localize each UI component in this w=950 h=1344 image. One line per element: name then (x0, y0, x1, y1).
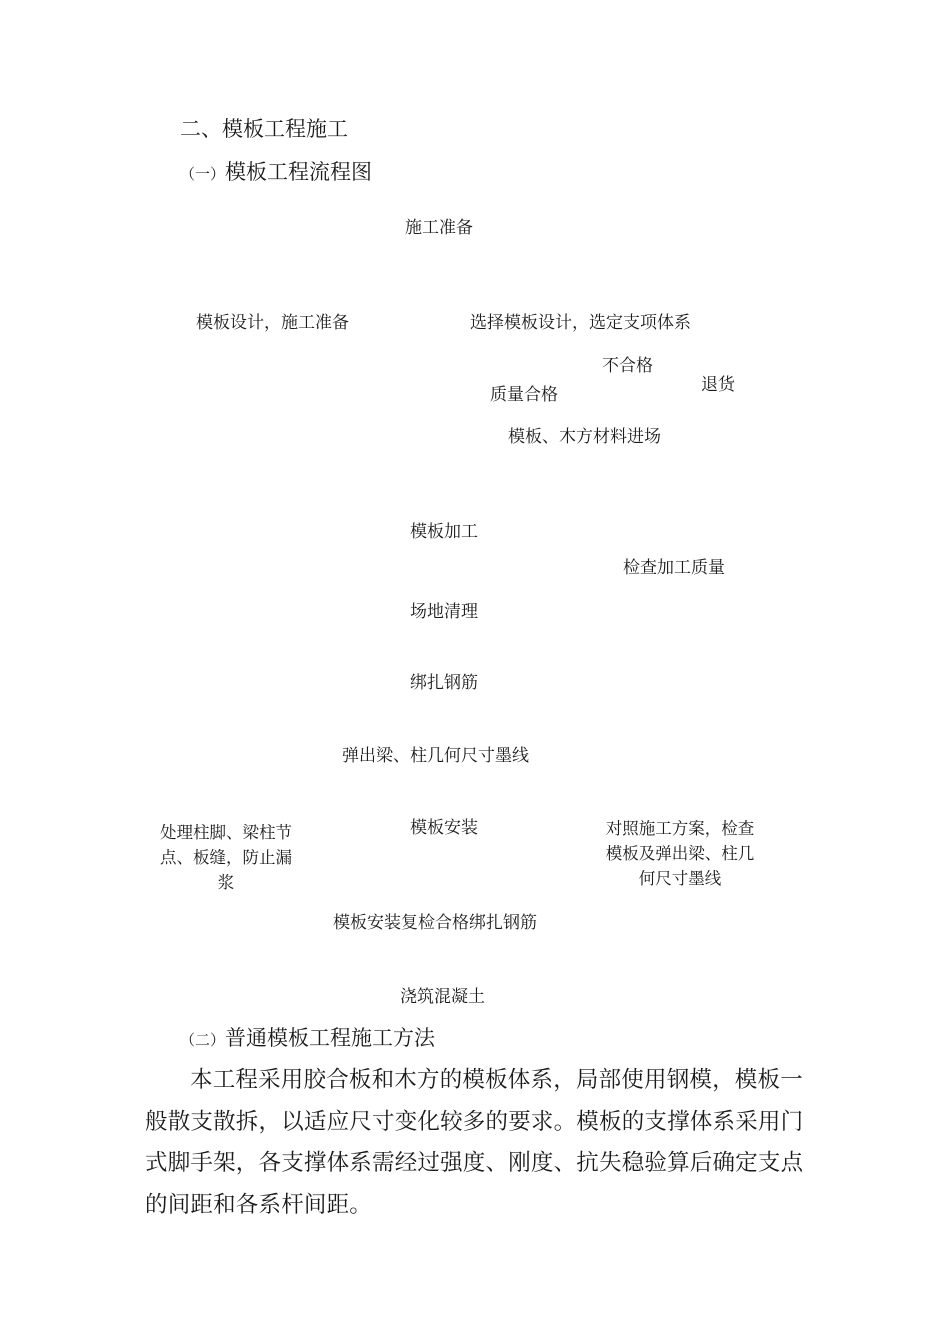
subsection-2-number: （二） (180, 1031, 226, 1049)
flow-node-pouring: 浇筑混凝土 (400, 987, 485, 1007)
body-paragraph: 本工程采用胶合板和木方的模板体系，局部使用钢模，模板一般散支散拆，以适应尺寸变化较多的要求。模板的支撑体系采用门式脚手架，各支撑体系需经过强度、刚度、抗失稳验算后确定支点的间距和各系杆间距。 (145, 1067, 804, 1218)
flow-label-qualified: 质量合格 (490, 385, 558, 405)
flow-label-return: 退货 (701, 375, 735, 395)
subsection-1-number: （一） (180, 165, 226, 183)
subsection-2-heading (180, 1022, 435, 1052)
flow-note-left: 处理柱脚、梁柱节点、板缝，防止漏浆 (160, 823, 292, 892)
subsection-1-heading (180, 156, 372, 186)
flow-node-site-clearing: 场地清理 (410, 602, 478, 622)
flow-label-unqualified: 不合格 (602, 356, 653, 376)
flow-node-materials: 模板、木方材料进场 (508, 427, 661, 447)
section-title: 二、模板工程施工 (180, 117, 348, 141)
subsection-1-title: 模板工程流程图 (225, 160, 373, 184)
flow-node-rebar: 绑扎钢筋 (410, 673, 478, 693)
flow-node-design-left: 模板设计，施工准备 (196, 313, 349, 333)
flow-node-processing: 模板加工 (410, 522, 478, 542)
flow-node-preparation: 施工准备 (405, 218, 473, 238)
flow-note-right: 对照施工方案，检查模板及弹出梁、柱几何尺寸墨线 (605, 819, 755, 888)
subsection-2-title: 普通模板工程施工方法 (225, 1026, 436, 1050)
flow-node-installation: 模板安装 (410, 818, 478, 838)
flow-node-design-right: 选择模板设计，选定支项体系 (470, 313, 691, 333)
flow-node-ink-lines: 弹出梁、柱几何尺寸墨线 (342, 746, 529, 766)
flow-node-recheck: 模板安装复检合格绑扎钢筋 (333, 913, 537, 933)
flow-label-check-quality: 检查加工质量 (623, 558, 725, 578)
